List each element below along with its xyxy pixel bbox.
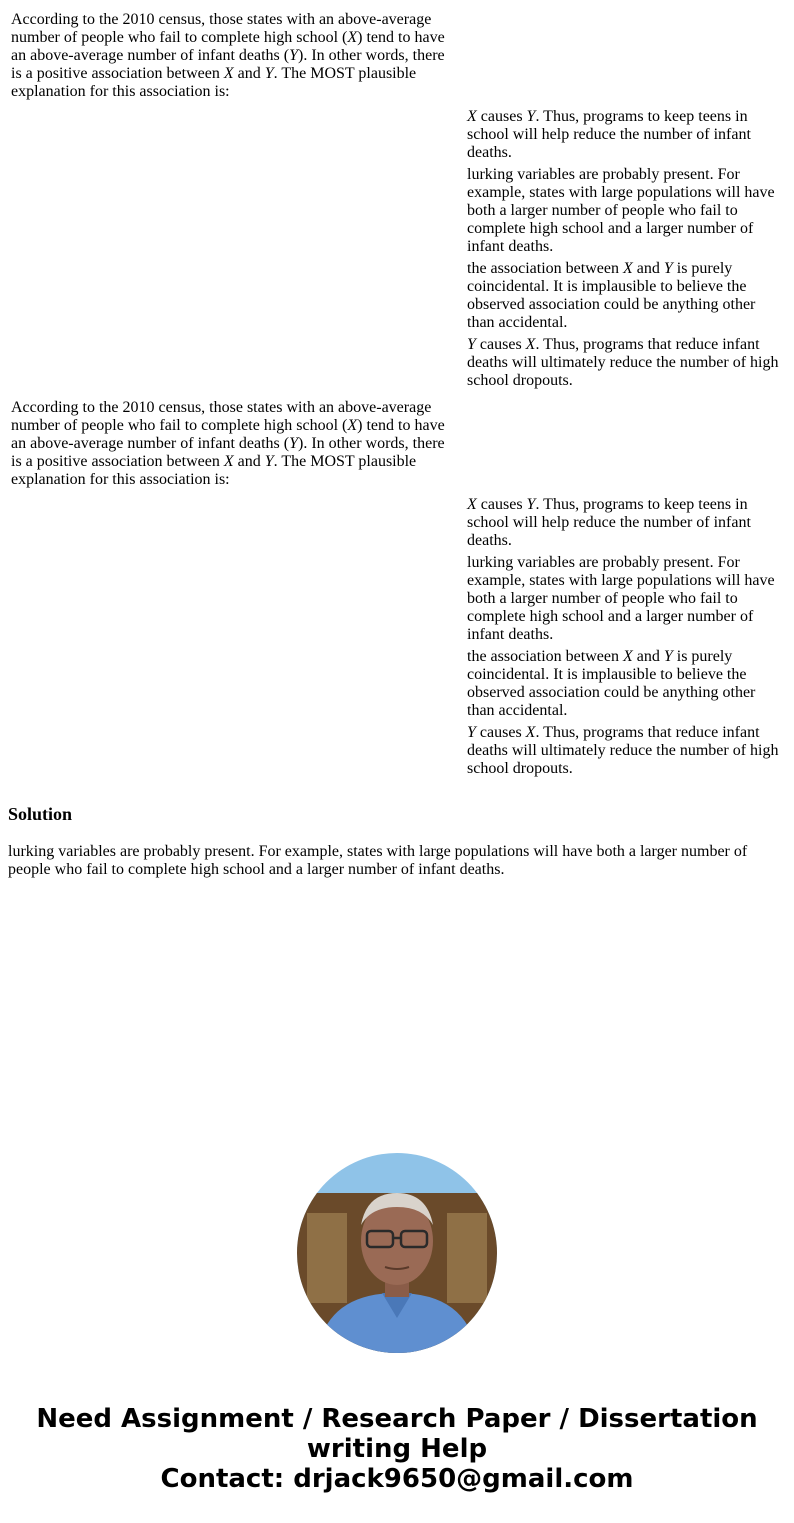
var-x: X xyxy=(525,336,536,353)
var-y: Y xyxy=(289,435,298,452)
var-x: X xyxy=(347,29,358,46)
question-part: . The MOST plausible explanation for this association is: xyxy=(11,453,417,488)
option-part: causes xyxy=(476,108,527,125)
var-y: Y xyxy=(526,108,536,125)
var-x: X xyxy=(223,65,234,82)
var-y: Y xyxy=(264,453,274,470)
avatar-panel xyxy=(447,1213,487,1303)
question-part: ). In other words, there is a positive association between xyxy=(11,435,445,470)
option-b[interactable] xyxy=(467,166,785,256)
promo-banner xyxy=(0,1404,794,1494)
var-y: Y xyxy=(467,336,476,353)
option-part: . Thus, programs that reduce infant deaths will ultimately reduce the number of high school dropouts. xyxy=(467,336,779,389)
var-y: Y xyxy=(264,65,274,82)
question-part: ) tend to have an above-average number of infant deaths ( xyxy=(11,417,445,452)
option-part: the association between xyxy=(467,648,623,665)
var-y: Y xyxy=(289,47,298,64)
answer-options xyxy=(467,108,785,394)
question-part: According to the 2010 census, those states with an above-average number of people who fail to complete high school ( xyxy=(11,11,432,46)
option-a[interactable] xyxy=(467,496,785,550)
question-part: . The MOST plausible explanation for this association is: xyxy=(11,65,417,100)
promo-contact: Contact: drjack9650@gmail.com xyxy=(160,1464,634,1494)
solution-heading: Solution xyxy=(8,804,73,824)
question-text xyxy=(11,11,451,101)
var-x: X xyxy=(223,453,234,470)
var-x: X xyxy=(467,108,477,125)
var-y: Y xyxy=(663,260,673,277)
option-part: causes xyxy=(475,336,526,353)
option-part: causes xyxy=(475,724,526,741)
option-part: causes xyxy=(476,496,527,513)
option-part: the association between xyxy=(467,260,623,277)
avatar-portrait xyxy=(297,1153,497,1353)
promo-line-2: writing Help xyxy=(306,1434,488,1464)
option-part: and xyxy=(632,260,664,277)
solution-answer: lurking variables are probably present. For example, states with large populations will have both a larger number of people who fail to complete high school and a larger number of infant deaths. xyxy=(8,843,748,878)
promo-line-1: Need Assignment / Research Paper / Dissertation xyxy=(36,1404,758,1434)
option-b[interactable] xyxy=(467,554,785,644)
avatar-panel xyxy=(307,1213,347,1303)
option-part: lurking variables are probably present. For example, states with large populations will have both a larger number of people who fail to complete high school and a larger number of infant deaths. xyxy=(467,554,775,643)
var-x: X xyxy=(622,260,633,277)
question-part: and xyxy=(233,65,265,82)
question-part: ). In other words, there is a positive association between xyxy=(11,47,445,82)
var-y: Y xyxy=(526,496,536,513)
option-d[interactable] xyxy=(467,336,785,390)
var-y: Y xyxy=(663,648,673,665)
option-d[interactable] xyxy=(467,724,785,778)
option-part: and xyxy=(632,648,664,665)
var-x: X xyxy=(525,724,536,741)
var-x: X xyxy=(622,648,633,665)
avatar xyxy=(297,1153,497,1353)
question-part: ) tend to have an above-average number of infant deaths ( xyxy=(11,29,445,64)
var-x: X xyxy=(347,417,358,434)
option-part: lurking variables are probably present. For example, states with large populations will have both a larger number of people who fail to complete high school and a larger number of infant deaths. xyxy=(467,166,775,255)
question-part: According to the 2010 census, those states with an above-average number of people who fail to complete high school ( xyxy=(11,399,432,434)
var-x: X xyxy=(467,496,477,513)
option-a[interactable] xyxy=(467,108,785,162)
option-part: is purely coincidental. It is implausible to believe the observed association could be anything other than accidental. xyxy=(467,260,756,331)
option-part: is purely coincidental. It is implausible to believe the observed association could be anything other than accidental. xyxy=(467,648,756,719)
option-part: . Thus, programs to keep teens in school will help reduce the number of infant deaths. xyxy=(467,108,751,161)
option-part: . Thus, programs that reduce infant deaths will ultimately reduce the number of high school dropouts. xyxy=(467,724,779,777)
question-text xyxy=(11,399,451,489)
option-c[interactable] xyxy=(467,648,785,720)
question-part: and xyxy=(233,453,265,470)
var-y: Y xyxy=(467,724,476,741)
option-part: . Thus, programs to keep teens in school will help reduce the number of infant deaths. xyxy=(467,496,751,549)
answer-options xyxy=(467,496,785,782)
option-c[interactable] xyxy=(467,260,785,332)
